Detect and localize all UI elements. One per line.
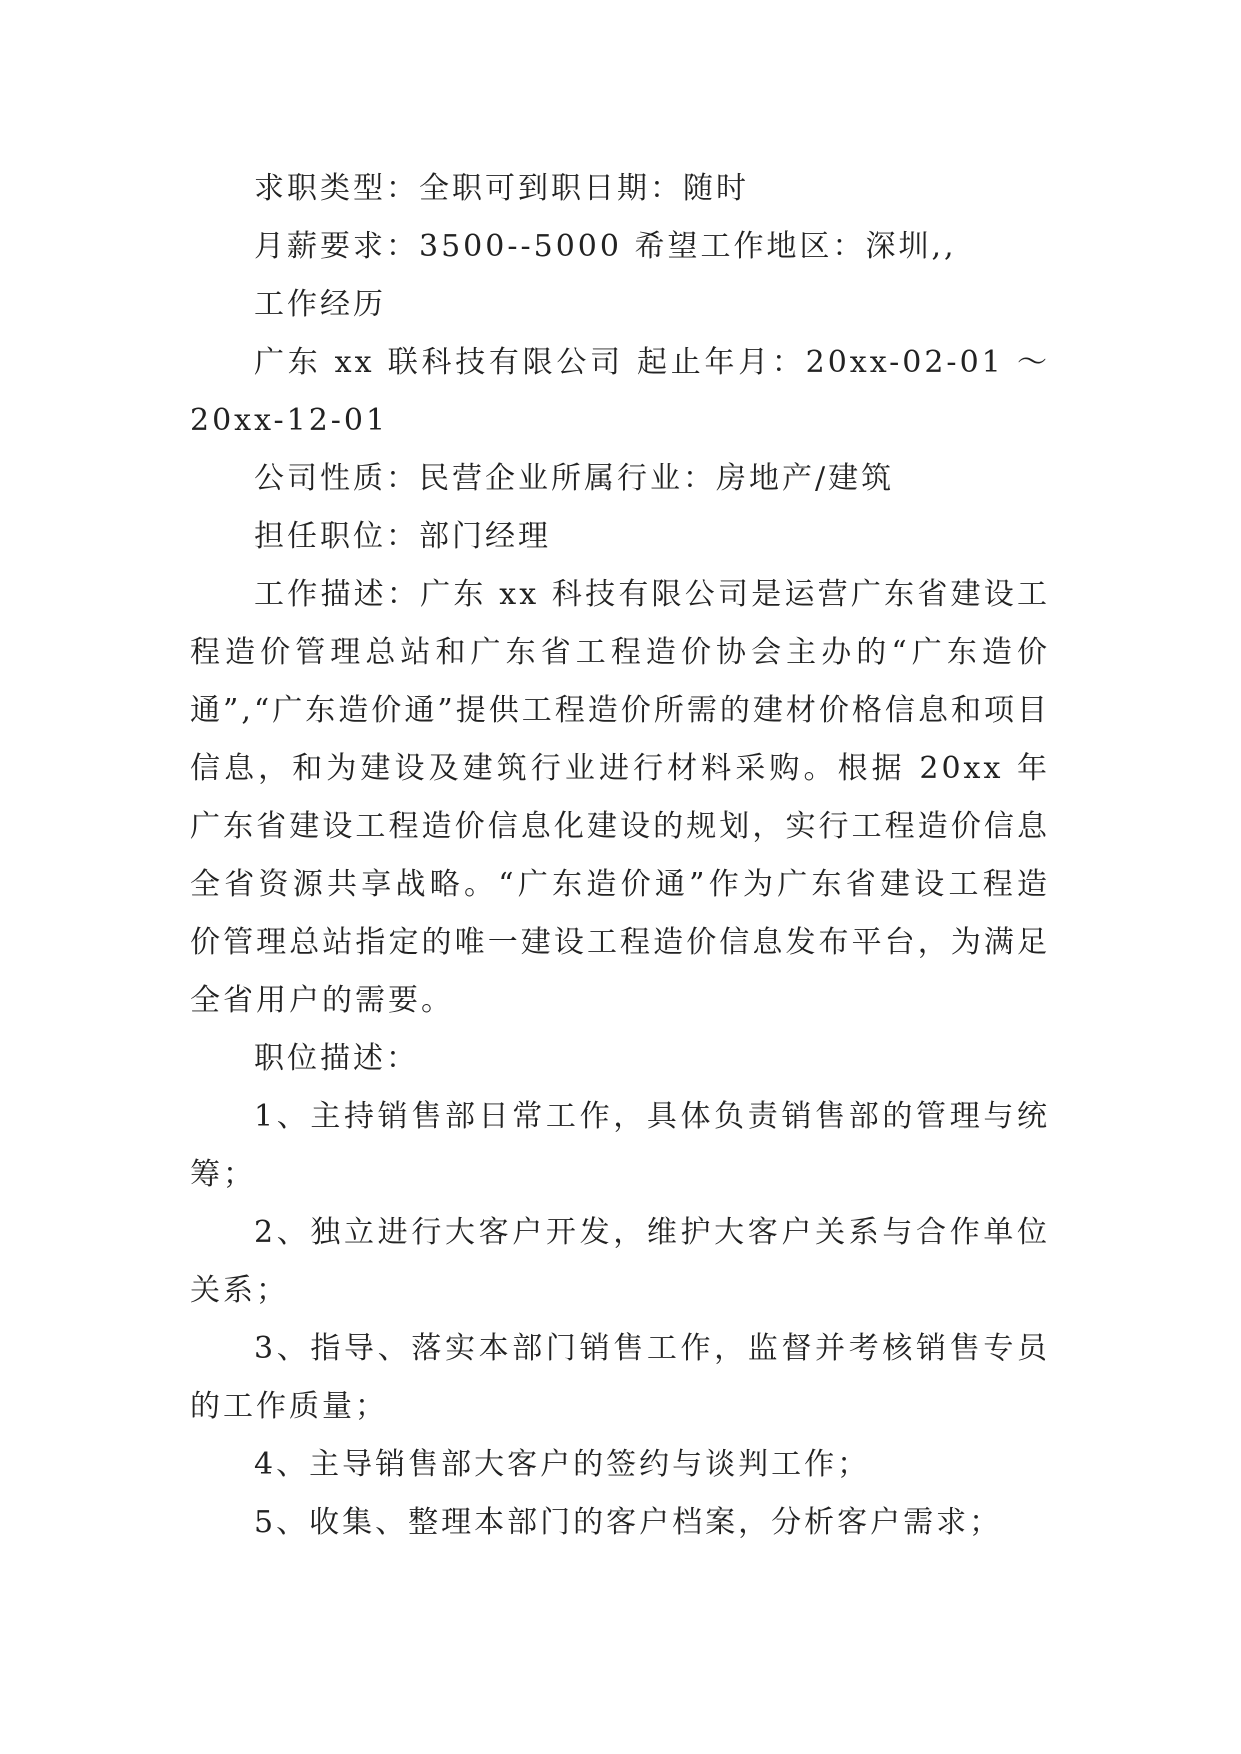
position-line: 担任职位：部门经理 — [254, 519, 551, 554]
duty-item-2: 2、独立进行大客户开发，维护大客户关系与合作单位关系； — [190, 1215, 1050, 1308]
duty-item-3: 3、指导、落实本部门销售工作，监督并考核销售专员的工作质量； — [190, 1331, 1050, 1424]
document-body — [190, 160, 1050, 1552]
job-type-line: 求职类型：全职可到职日期：随时 — [254, 171, 749, 206]
company-nature-line: 公司性质：民营企业所属行业：房地产/建筑 — [254, 461, 895, 496]
work-experience-heading: 工作经历 — [254, 287, 386, 322]
duty-item-1: 1、主持销售部日常工作，具体负责销售部的管理与统筹； — [190, 1099, 1050, 1192]
salary-location-line: 月薪要求：3500--5000 希望工作地区：深圳,, — [254, 229, 957, 264]
duty-item-4: 4、主导销售部大客户的签约与谈判工作； — [254, 1447, 871, 1482]
company-period-line: 广东 xx 联科技有限公司 起止年月：20xx-02-01 ～ 20xx-12-01 — [190, 345, 1050, 438]
work-description-paragraph: 工作描述：广东 xx 科技有限公司是运营广东省建设工程造价管理总站和广东省工程造价协会主办的“广东造价通”,“广东造价通”提供工程造价所需的建材价格信息和项目信息，和为建设及建筑行业进行材料采购。根据 20xx 年广东省建设工程造价信息化建设的规划，实行工程造价信息全省资源共享战略。“广东造价通”作为广东省建设工程造价管理总站指定的唯一建设工程造价信息发布平台，为满足全省用户的需要。 — [190, 577, 1050, 1018]
duty-item-5: 5、收集、整理本部门的客户档案，分析客户需求； — [254, 1505, 1003, 1540]
duties-heading: 职位描述： — [254, 1041, 419, 1076]
